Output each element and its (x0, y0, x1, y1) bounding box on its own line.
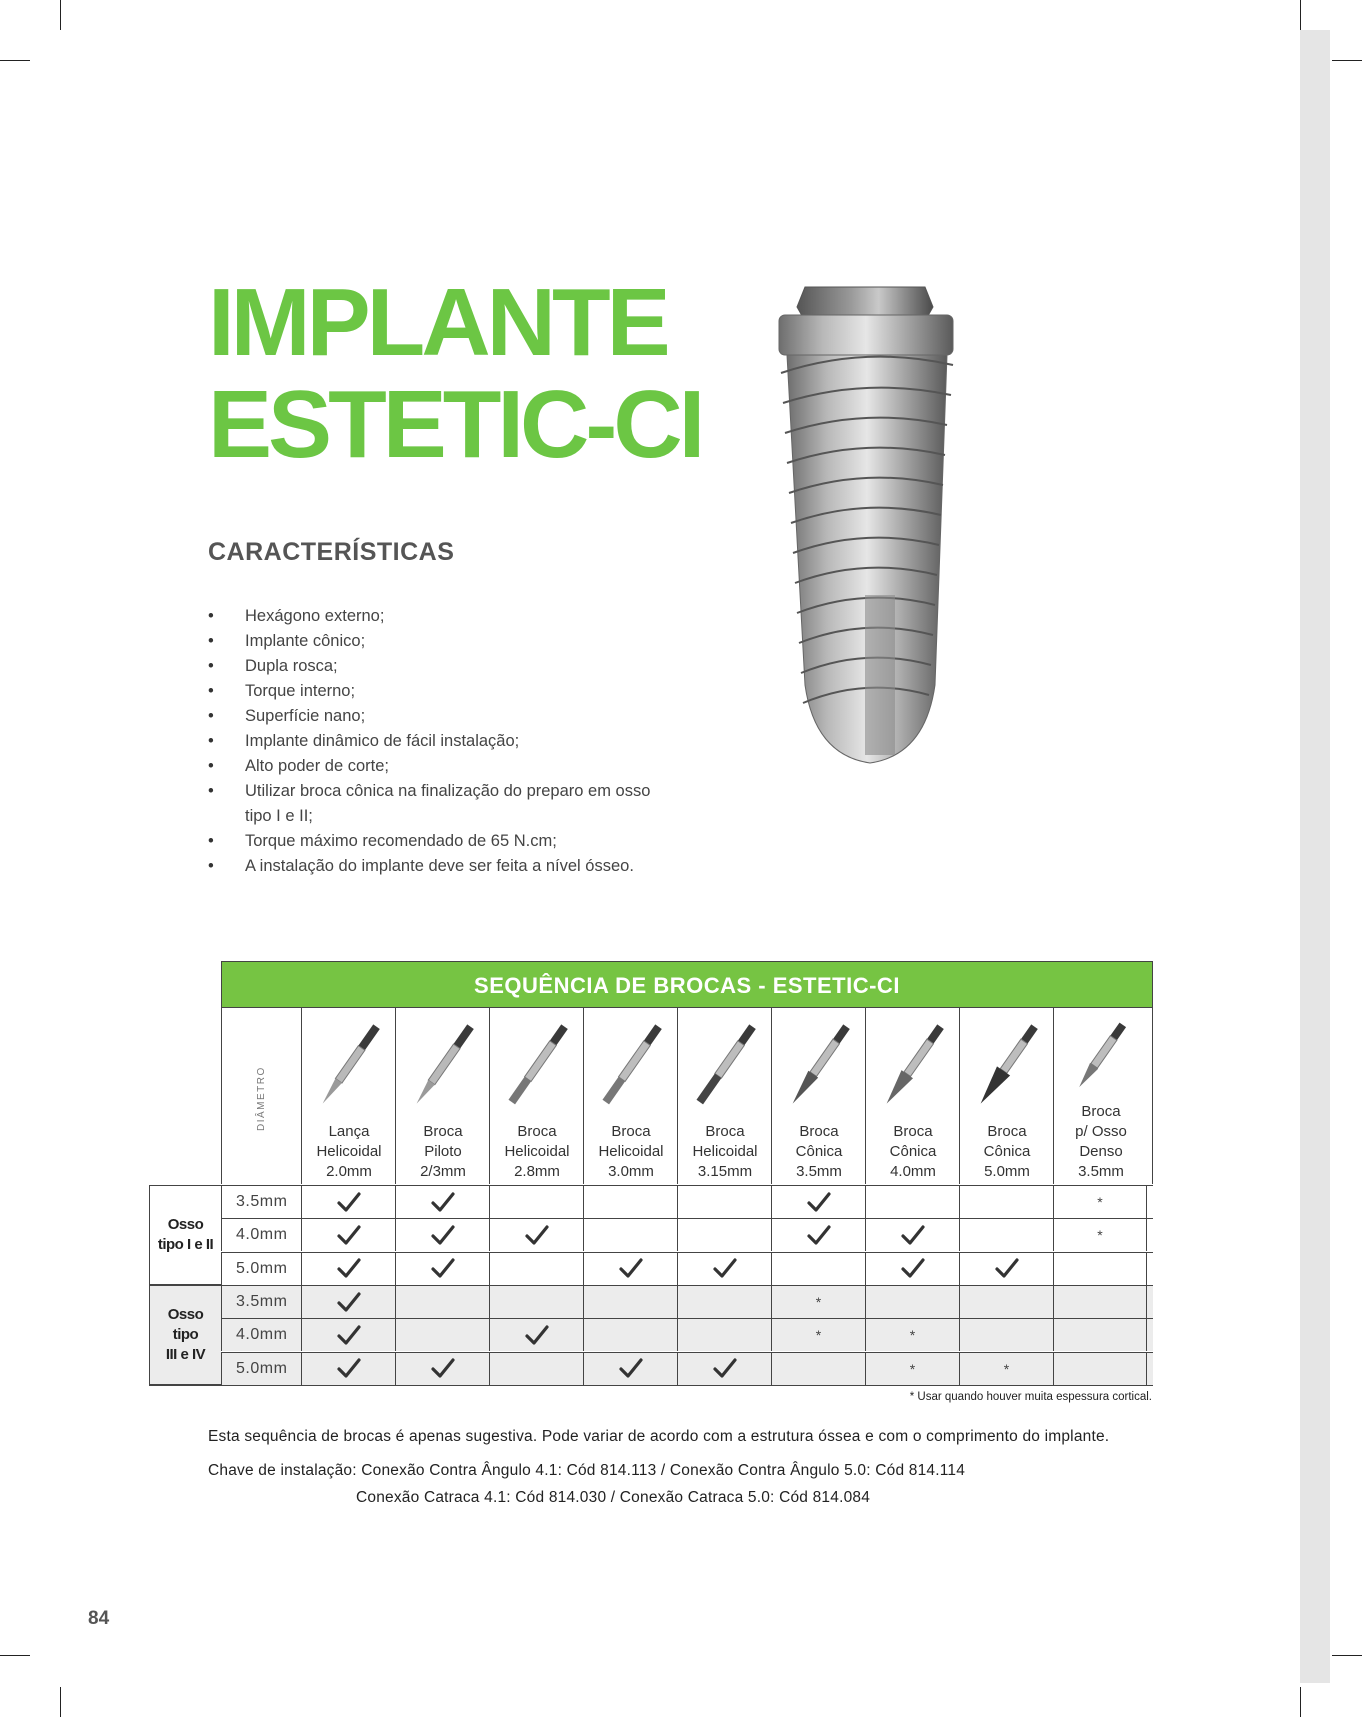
check-icon (807, 1224, 831, 1246)
empty-cell (1053, 1353, 1147, 1385)
group-osso-tipo-i-ii (149, 1185, 221, 1285)
list-item: • Utilizar broca cônica na finalização do preparo em osso tipo I e II; (208, 779, 668, 829)
drill-name-line: 5.0mm (984, 1163, 1030, 1180)
table-title: SEQUÊNCIA DE BROCAS - ESTETIC-CI (221, 961, 1153, 1008)
drill-name-line: Broca (705, 1123, 745, 1140)
drill-broca-conica-5-0 (960, 1008, 1054, 1184)
drill-icon (1064, 1016, 1138, 1096)
list-item: • Torque interno; (208, 679, 668, 704)
page-title (208, 269, 702, 478)
drill-name-line: Cônica (795, 1143, 843, 1160)
check-cell (959, 1253, 1053, 1285)
drill-icon (500, 1016, 574, 1116)
empty-cell (865, 1286, 959, 1318)
empty-cell (489, 1186, 583, 1218)
drill-name-line: Broca (517, 1123, 557, 1140)
check-icon (431, 1191, 455, 1213)
drill-name-line: 2.8mm (514, 1163, 560, 1180)
check-cell (301, 1219, 395, 1251)
check-cell (677, 1253, 771, 1285)
table-footnote: * Usar quando houver muita espessura cortical. (909, 1391, 1152, 1403)
crop-mark (1332, 1655, 1362, 1656)
check-icon (337, 1357, 361, 1379)
asterisk-cell (959, 1353, 1053, 1385)
crop-mark (1300, 0, 1301, 30)
check-icon (337, 1257, 361, 1279)
diameter-label: DIÂMETRO (256, 1066, 267, 1131)
crop-mark (60, 1687, 61, 1717)
asterisk-mark: * (1097, 1194, 1103, 1210)
group-label-line: tipo (172, 1326, 199, 1343)
drill-name-line: Denso (1079, 1143, 1123, 1160)
drill-name-line: Helicoidal (316, 1143, 382, 1160)
group-label-line: tipo I e II (157, 1236, 214, 1253)
diameter-cell: 4.0mm (221, 1219, 301, 1251)
empty-cell (865, 1186, 959, 1218)
drill-lanca-helicoidal-2-0 (302, 1008, 396, 1184)
crop-mark (1332, 60, 1362, 61)
empty-cell (583, 1186, 677, 1218)
check-cell (395, 1253, 489, 1285)
asterisk-cell (1053, 1219, 1147, 1251)
empty-cell (395, 1319, 489, 1351)
table-row (221, 1352, 1153, 1385)
asterisk-cell (771, 1319, 865, 1351)
asterisk-mark: * (909, 1360, 916, 1377)
page-number: 84 (88, 1608, 110, 1629)
drill-broca-helicoidal-3-0 (584, 1008, 678, 1184)
drill-name-line: Cônica (983, 1143, 1031, 1160)
diameter-cell: 5.0mm (221, 1253, 301, 1285)
check-cell (771, 1186, 865, 1218)
table-row (221, 1318, 1153, 1351)
asterisk-mark: * (815, 1327, 822, 1344)
check-cell (489, 1219, 583, 1251)
empty-cell (677, 1219, 771, 1251)
diameter-cell: 5.0mm (221, 1353, 301, 1385)
diameter-cell: 3.5mm (221, 1286, 301, 1318)
list-item: • Implante dinâmico de fácil instalação; (208, 729, 668, 754)
list-item: • Hexágono externo; (208, 604, 668, 629)
drill-name-line: Lança (328, 1123, 370, 1140)
drill-name-line: Broca (893, 1123, 933, 1140)
drill-name-line: Helicoidal (598, 1143, 664, 1160)
table-row (221, 1252, 1153, 1285)
list-item: • Implante cônico; (208, 629, 668, 654)
check-icon (525, 1224, 549, 1246)
drill-icon (782, 1016, 856, 1116)
table-row (221, 1185, 1153, 1218)
list-item: • A instalação do implante deve ser feita a nível ósseo. (208, 854, 668, 879)
implant-image (775, 285, 960, 765)
group-label-line: III e IV (165, 1346, 206, 1363)
check-cell (301, 1353, 395, 1385)
check-cell (583, 1253, 677, 1285)
crop-mark (60, 0, 61, 30)
empty-cell (677, 1286, 771, 1318)
check-cell (771, 1219, 865, 1251)
list-item: • Torque máximo recomendado de 65 N.cm; (208, 829, 668, 854)
check-icon (525, 1324, 549, 1346)
empty-cell (959, 1219, 1053, 1251)
empty-cell (771, 1353, 865, 1385)
empty-cell (677, 1186, 771, 1218)
asterisk-mark: * (1003, 1360, 1010, 1377)
drill-icon (594, 1016, 668, 1116)
drill-name-line: p/ Osso (1075, 1123, 1127, 1140)
title-line-1: IMPLANTE (208, 269, 667, 376)
asterisk-mark: * (1097, 1227, 1103, 1244)
check-cell (677, 1353, 771, 1385)
drill-name-line: 2/3mm (420, 1163, 466, 1180)
drill-name-line: 3.0mm (608, 1163, 654, 1180)
drill-broca-conica-4-0 (866, 1008, 960, 1184)
empty-cell (583, 1219, 677, 1251)
features-list (208, 604, 668, 879)
check-icon (901, 1224, 925, 1246)
check-cell (301, 1286, 395, 1318)
drill-icon (876, 1016, 950, 1116)
drill-icon (970, 1016, 1044, 1116)
check-cell (301, 1253, 395, 1285)
check-cell (395, 1219, 489, 1251)
asterisk-cell (771, 1286, 865, 1318)
check-icon (337, 1291, 361, 1313)
group-label-line: Osso (167, 1216, 204, 1233)
check-icon (807, 1191, 831, 1213)
group-label-line: Osso (167, 1306, 204, 1323)
crop-mark (1300, 1687, 1301, 1717)
diameter-cell: 4.0mm (221, 1319, 301, 1351)
drill-name-line: 4.0mm (890, 1163, 936, 1180)
drill-broca-helicoidal-3-15 (678, 1008, 772, 1184)
drill-icon (312, 1016, 386, 1116)
check-icon (431, 1224, 455, 1246)
check-cell (301, 1186, 395, 1218)
drill-name-line: Broca (423, 1123, 463, 1140)
empty-cell (395, 1286, 489, 1318)
asterisk-mark: * (909, 1327, 916, 1344)
check-icon (431, 1357, 455, 1379)
check-cell (583, 1353, 677, 1385)
check-icon (713, 1357, 737, 1379)
check-icon (619, 1357, 643, 1379)
drill-name-line: Broca (799, 1123, 839, 1140)
title-line-2: ESTETIC-CI (208, 371, 702, 478)
drill-name-line: 3.5mm (1078, 1163, 1124, 1180)
check-cell (395, 1186, 489, 1218)
empty-cell (959, 1286, 1053, 1318)
check-icon (337, 1224, 361, 1246)
drill-name-line: Piloto (424, 1143, 462, 1160)
group-osso-tipo-iii-iv (149, 1285, 221, 1385)
drill-name-line: Broca (1081, 1103, 1121, 1120)
asterisk-cell (1053, 1186, 1147, 1218)
drill-name-line: Broca (611, 1123, 651, 1140)
drill-broca-helicoidal-2-8 (490, 1008, 584, 1184)
check-cell (489, 1319, 583, 1351)
asterisk-cell (865, 1353, 959, 1385)
check-icon (713, 1257, 737, 1279)
empty-cell (489, 1253, 583, 1285)
drill-name-line: 2.0mm (326, 1163, 372, 1180)
empty-cell (1053, 1253, 1147, 1285)
drill-name-line: Cônica (889, 1143, 937, 1160)
empty-cell (583, 1286, 677, 1318)
check-icon (337, 1324, 361, 1346)
drill-icon (688, 1016, 762, 1116)
drill-broca-osso-denso (1054, 1008, 1148, 1184)
drill-broca-piloto (396, 1008, 490, 1184)
drill-name-line: Helicoidal (504, 1143, 570, 1160)
drill-name-line: 3.15mm (697, 1163, 753, 1180)
table-row (221, 1218, 1153, 1251)
check-icon (431, 1257, 455, 1279)
installation-key-line-2: Conexão Catraca 4.1: Cód 814.030 / Conexão Catraca 5.0: Cód 814.084 (356, 1489, 871, 1506)
empty-cell (1053, 1286, 1147, 1318)
drill-broca-conica-3-5 (772, 1008, 866, 1184)
empty-cell (959, 1319, 1053, 1351)
empty-cell (771, 1253, 865, 1285)
drill-name-line: Broca (987, 1123, 1027, 1140)
drill-name-line: Helicoidal (692, 1143, 758, 1160)
list-item: • Superfície nano; (208, 704, 668, 729)
check-icon (337, 1191, 361, 1213)
check-icon (995, 1257, 1019, 1279)
list-item: • Alto poder de corte; (208, 754, 668, 779)
check-icon (619, 1257, 643, 1279)
check-cell (865, 1253, 959, 1285)
asterisk-cell (865, 1319, 959, 1351)
empty-cell (583, 1319, 677, 1351)
table-row (221, 1285, 1153, 1318)
check-cell (301, 1319, 395, 1351)
drill-name-line: 3.5mm (796, 1163, 842, 1180)
diameter-cell: 3.5mm (221, 1186, 301, 1218)
check-cell (395, 1353, 489, 1385)
divider (149, 1385, 1153, 1386)
installation-key-line-1: Chave de instalação: Conexão Contra Ângulo 4.1: Cód 814.113 / Conexão Contra Ângulo 5.0: Cód 814.114 (208, 1462, 966, 1479)
asterisk-mark: * (815, 1293, 822, 1310)
check-icon (901, 1257, 925, 1279)
empty-cell (1053, 1319, 1147, 1351)
sequence-note: Esta sequência de brocas é apenas sugestiva. Pode variar de acordo com a estrutura óssea e com o comprimento do implante. (208, 1428, 1110, 1445)
page-edge-strip (1300, 30, 1330, 1683)
features-heading: CARACTERÍSTICAS (208, 538, 455, 566)
check-cell (865, 1219, 959, 1251)
empty-cell (489, 1353, 583, 1385)
empty-cell (677, 1319, 771, 1351)
empty-cell (959, 1186, 1053, 1218)
crop-mark (0, 60, 30, 61)
list-item: • Dupla rosca; (208, 654, 668, 679)
crop-mark (0, 1655, 30, 1656)
drill-icon (406, 1016, 480, 1116)
empty-cell (489, 1286, 583, 1318)
